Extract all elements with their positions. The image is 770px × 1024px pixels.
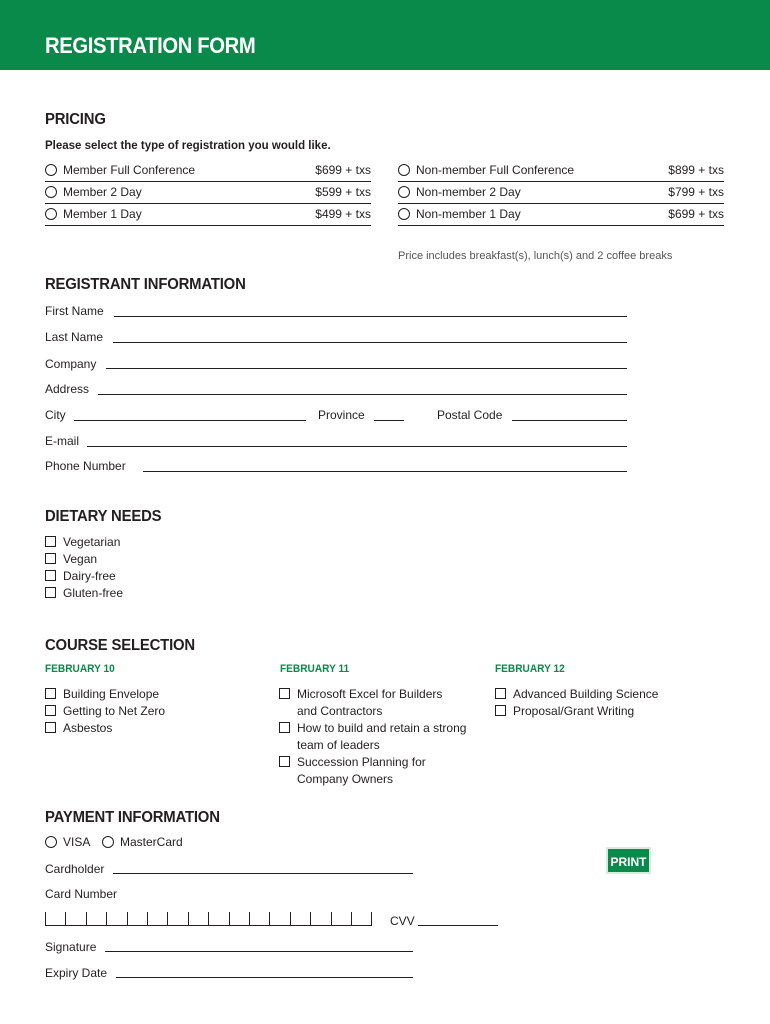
checkbox-icon[interactable]	[45, 570, 56, 581]
city-label: City	[45, 408, 66, 422]
expiry-field[interactable]	[116, 977, 413, 978]
signature-field[interactable]	[105, 951, 413, 952]
radio-icon[interactable]	[45, 836, 57, 848]
dietary-option[interactable]	[45, 569, 116, 583]
course-item[interactable]	[495, 703, 715, 720]
payment-title: PAYMENT INFORMATION	[45, 809, 220, 826]
card-digit-divider	[331, 912, 332, 926]
option-label: Member 2 Day	[63, 185, 142, 199]
cardholder-field[interactable]	[113, 873, 413, 874]
card-digit-divider	[208, 912, 209, 926]
radio-icon[interactable]	[45, 164, 57, 176]
checkbox-icon[interactable]	[45, 688, 56, 699]
course-label: and Contractors	[297, 704, 383, 718]
option-label: Member 1 Day	[63, 207, 142, 221]
card-digit-divider	[351, 912, 352, 926]
card-digit-divider	[290, 912, 291, 926]
print-button[interactable]: PRINT	[606, 847, 651, 874]
dietary-option[interactable]	[45, 586, 123, 600]
cardholder-label: Cardholder	[45, 862, 105, 876]
radio-icon[interactable]	[45, 208, 57, 220]
visa-label: VISA	[63, 835, 91, 849]
checkbox-icon[interactable]	[279, 688, 290, 699]
course-label: Proposal/Grant Writing	[513, 704, 635, 718]
form-title: REGISTRATION FORM	[45, 33, 256, 58]
city-field[interactable]	[74, 420, 306, 421]
cvv-field[interactable]	[418, 925, 498, 926]
address-label: Address	[45, 382, 90, 396]
option-label: Member Full Conference	[63, 163, 196, 177]
postal-code-label: Postal Code	[437, 408, 503, 422]
dietary-label: Dairy-free	[63, 569, 116, 583]
card-digit-divider	[188, 912, 189, 926]
nonmember-2day-option[interactable]	[398, 182, 724, 204]
course-label: Succession Planning for	[297, 755, 426, 769]
nonmember-1day-option[interactable]	[398, 204, 724, 226]
phone-label: Phone Number	[45, 459, 126, 473]
card-digit-divider	[45, 912, 46, 926]
card-digit-divider	[269, 912, 270, 926]
course-label: Getting to Net Zero	[63, 704, 166, 718]
visa-option[interactable]	[45, 835, 90, 849]
pricing-title: PRICING	[45, 111, 106, 128]
checkbox-icon[interactable]	[45, 705, 56, 716]
email-label: E-mail	[45, 434, 80, 448]
course-list-feb10	[45, 686, 245, 737]
member-full-option[interactable]	[45, 160, 371, 182]
card-digit-divider	[65, 912, 66, 926]
course-item[interactable]	[279, 754, 489, 788]
option-price: $699 + txs	[315, 163, 371, 177]
dietary-option[interactable]	[45, 552, 97, 566]
card-digit-divider	[106, 912, 107, 926]
course-label: team of leaders	[297, 738, 380, 752]
header-banner	[0, 0, 770, 70]
dietary-label: Vegan	[63, 552, 98, 566]
radio-icon[interactable]	[398, 164, 410, 176]
day-heading-feb11: FEBRUARY 11	[280, 663, 350, 675]
course-label: Advanced Building Science	[513, 687, 659, 701]
registrant-title: REGISTRANT INFORMATION	[45, 276, 246, 293]
cvv-label: CVV	[390, 914, 415, 928]
day-heading-feb12: FEBRUARY 12	[495, 663, 565, 675]
first-name-field[interactable]	[114, 316, 627, 317]
pricing-instruction: Please select the type of registration you would like.	[45, 140, 331, 152]
course-item[interactable]	[279, 686, 489, 720]
course-item[interactable]	[45, 686, 245, 703]
first-name-label: First Name	[45, 304, 104, 318]
radio-icon[interactable]	[102, 836, 114, 848]
postal-code-field[interactable]	[512, 420, 627, 421]
option-price: $899 + txs	[668, 163, 724, 177]
last-name-field[interactable]	[113, 342, 627, 343]
radio-icon[interactable]	[398, 208, 410, 220]
email-field[interactable]	[87, 446, 627, 447]
card-digit-divider	[167, 912, 168, 926]
course-label: Microsoft Excel for Builders	[297, 687, 443, 701]
option-label: Non-member 2 Day	[416, 185, 521, 199]
checkbox-icon[interactable]	[279, 722, 290, 733]
pricing-note: Price includes breakfast(s), lunch(s) and 2 coffee breaks	[398, 250, 673, 262]
course-title: COURSE SELECTION	[45, 637, 195, 654]
checkbox-icon[interactable]	[279, 756, 290, 767]
option-price: $799 + txs	[668, 185, 724, 199]
province-field[interactable]	[374, 420, 404, 421]
member-1day-option[interactable]	[45, 204, 371, 226]
card-digit-divider	[371, 912, 372, 926]
course-label: Asbestos	[63, 721, 113, 735]
last-name-label: Last Name	[45, 330, 104, 344]
mastercard-option[interactable]	[102, 835, 183, 849]
option-price: $499 + txs	[315, 207, 371, 221]
card-digit-divider	[249, 912, 250, 926]
signature-label: Signature	[45, 940, 97, 954]
company-field[interactable]	[106, 368, 627, 369]
option-label: Non-member Full Conference	[416, 163, 575, 177]
checkbox-icon[interactable]	[45, 536, 56, 547]
checkbox-icon[interactable]	[45, 587, 56, 598]
card-digit-divider	[310, 912, 311, 926]
course-item[interactable]	[495, 686, 715, 703]
course-list-feb12	[495, 686, 715, 720]
radio-icon[interactable]	[398, 186, 410, 198]
course-label: How to build and retain a strong	[297, 721, 467, 735]
address-field[interactable]	[98, 394, 627, 395]
dietary-option[interactable]	[45, 535, 120, 549]
dietary-title: DIETARY NEEDS	[45, 508, 162, 525]
option-label: Non-member 1 Day	[416, 207, 521, 221]
course-item[interactable]	[45, 720, 245, 737]
card-digit-divider	[86, 912, 87, 926]
course-label: Company Owners	[297, 772, 394, 786]
checkbox-icon[interactable]	[45, 722, 56, 733]
checkbox-icon[interactable]	[495, 688, 506, 699]
day-heading-feb10: FEBRUARY 10	[45, 663, 115, 675]
option-price: $599 + txs	[315, 185, 371, 199]
course-list-feb11	[279, 686, 489, 788]
option-price: $699 + txs	[668, 207, 724, 221]
radio-icon[interactable]	[45, 186, 57, 198]
province-label: Province	[318, 408, 365, 422]
course-label: Building Envelope	[63, 687, 160, 701]
dietary-label: Gluten-free	[63, 586, 124, 600]
course-item[interactable]	[279, 720, 489, 754]
card-digit-divider	[229, 912, 230, 926]
company-label: Company	[45, 357, 97, 371]
checkbox-icon[interactable]	[495, 705, 506, 716]
checkbox-icon[interactable]	[45, 553, 56, 564]
nonmember-full-option[interactable]	[398, 160, 724, 182]
dietary-label: Vegetarian	[63, 535, 121, 549]
phone-field[interactable]	[143, 471, 627, 472]
card-digit-divider	[147, 912, 148, 926]
card-number-label: Card Number	[45, 887, 118, 901]
course-item[interactable]	[45, 703, 245, 720]
mastercard-label: MasterCard	[120, 835, 183, 849]
member-2day-option[interactable]	[45, 182, 371, 204]
card-digit-divider	[127, 912, 128, 926]
expiry-label: Expiry Date	[45, 966, 108, 980]
